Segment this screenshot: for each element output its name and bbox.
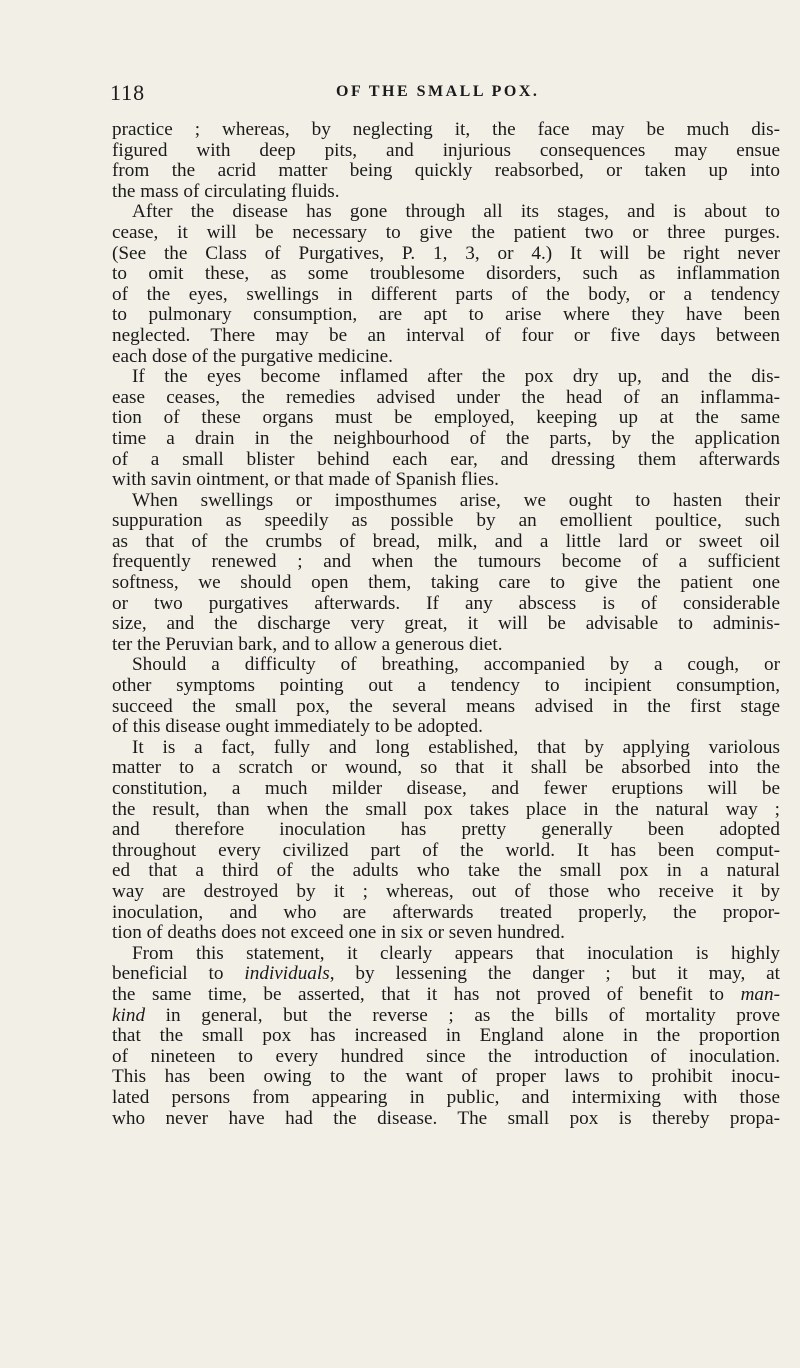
text-line: to pulmonary consumption, are apt to arise where they have been (112, 304, 780, 326)
text-line: to omit these, as some troublesome disorders, such as inflammation (112, 263, 780, 285)
text-line: suppuration as speedily as possible by an emollient poultice, such (112, 510, 780, 532)
text-line: the mass of circulating fluids. (112, 180, 340, 202)
text-line: each dose of the purgative medicine. (112, 345, 393, 367)
text-line: way are destroyed by it ; whereas, out of those who receive it by (112, 880, 780, 902)
text-line: beneficial to individuals, by lessening the danger ; but it may, at (112, 963, 781, 985)
text-line: ed that a third of the adults who take the small pox in a natural (112, 860, 780, 882)
text-line: If the eyes become inflamed after the pox dry up, and the dis- (132, 366, 780, 388)
text-line: tion of these organs must be employed, keeping up at the same (112, 407, 780, 429)
body-text (112, 120, 780, 1129)
text-line: frequently renewed ; and when the tumours become of a sufficient (112, 551, 780, 573)
text-line: from the acrid matter being quickly reabsorbed, or taken up into (112, 160, 780, 182)
text-line: with savin ointment, or that made of Spanish flies. (112, 469, 499, 491)
text-line: kind in general, but the reverse ; as the bills of mortality prove (112, 1004, 780, 1026)
text-line: or two purgatives afterwards. If any abscess is of considerable (112, 592, 780, 614)
running-head (110, 80, 760, 104)
text-line: figured with deep pits, and injurious consequences may ensue (112, 139, 780, 161)
text-line: tion of deaths does not exceed one in six or seven hundred. (112, 922, 565, 944)
text-line: ease ceases, the remedies advised under the head of an inflamma- (112, 386, 780, 408)
text-line: neglected. There may be an interval of four or five days between (112, 324, 780, 346)
text-line: matter to a scratch or wound, so that it shall be absorbed into the (112, 757, 780, 779)
text-line: After the disease has gone through all its stages, and is about to (132, 201, 780, 223)
text-line: lated persons from appearing in public, and intermixing with those (112, 1086, 780, 1108)
text-line: inoculation, and who are afterwards treated properly, the propor- (112, 901, 780, 923)
text-line: (See the Class of Purgatives, P. 1, 3, or 4.) It will be right never (112, 242, 780, 264)
text-line: the same time, be asserted, that it has not proved of benefit to man- (112, 983, 780, 1005)
text-line: constitution, a much milder disease, and fewer eruptions will be (112, 778, 780, 799)
page-header: OF THE SMALL POX. (336, 83, 540, 100)
text-line: When swellings or imposthumes arise, we ought to hasten their (132, 489, 780, 511)
text-line: and therefore inoculation has pretty generally been adopted (112, 819, 780, 841)
text-line: of nineteen to every hundred since the introduction of inoculation. (112, 1045, 780, 1067)
text-line: succeed the small pox, the several means advised in the first stage (112, 695, 780, 717)
text-line: that the small pox has increased in England alone in the proportion (112, 1025, 780, 1047)
text-line: of this disease ought immediately to be adopted. (112, 716, 483, 738)
text-line: It is a fact, fully and long established, that by applying variolous (132, 736, 780, 758)
text-line: This has been owing to the want of proper laws to prohibit inocu- (112, 1066, 780, 1088)
text-line: of the eyes, swellings in different parts of the body, or a tendency (112, 283, 780, 305)
text-line: practice ; whereas, by neglecting it, the face may be much dis- (112, 119, 780, 140)
text-line: as that of the crumbs of bread, milk, and a little lard or sweet oil (112, 530, 780, 552)
text-line: the result, than when the small pox takes place in the natural way ; (112, 798, 780, 820)
text-line: size, and the discharge very great, it will be advisable to adminis- (112, 613, 780, 635)
text-line: softness, we should open them, taking care to give the patient one (112, 572, 780, 594)
text-line: Should a difficulty of breathing, accompanied by a cough, or (132, 654, 780, 676)
text-line: time a drain in the neighbourhood of the parts, by the application (112, 427, 780, 449)
text-line: of a small blister behind each ear, and dressing them afterwards (112, 448, 780, 470)
page-number: 118 (110, 80, 146, 105)
text-line: who never have had the disease. The small pox is thereby propa- (112, 1107, 780, 1129)
text-line: ter the Peruvian bark, and to allow a generous diet. (112, 633, 503, 655)
text-line: throughout every civilized part of the world. It has been comput- (112, 839, 780, 861)
text-line: cease, it will be necessary to give the patient two or three purges. (112, 221, 780, 243)
text-line: From this statement, it clearly appears that inoculation is highly (132, 942, 780, 964)
text-line: other symptoms pointing out a tendency to incipient consumption, (112, 675, 780, 697)
